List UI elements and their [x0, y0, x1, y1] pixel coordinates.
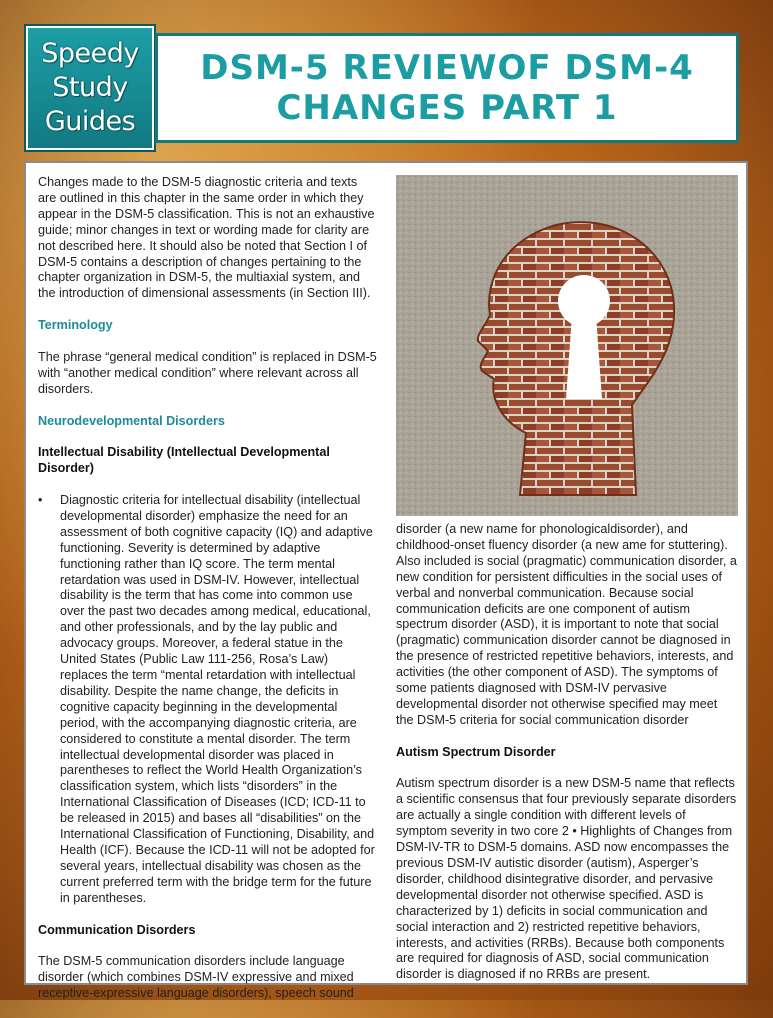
- communication-paragraph: The DSM-5 communication disorders include language disorder (which combines DSM-IV expressive and mixed receptive-expressive language disorders), speech sound: [38, 954, 354, 1001]
- autism-spectrum-paragraph: Autism spectrum disorder is a new DSM-5 name that reflects a scientific consensus that four previously separate disorders are actually a single condition with different levels of symptom severity in two core 2 • Highlights of Changes from DSM-IV-TR to DSM-5 domains. ASD now encompasses the previous DSM-IV autistic disorder (autism), Asperger’s disorder, childhood disintegrative disorder, and pervasive developmental disorder not otherwise specified. ASD is characterized by 1) deficits in social communication and social interaction and 2) restricted repetitive behaviors, interests, and activities (RRBs). Because both components are required for diagnosis of ASD, social communication disorder is diagnosed if no RRBs are present.: [396, 776, 737, 982]
- intro-paragraph: Changes made to the DSM-5 diagnostic criteria and texts are outlined in this chapter in the same order in which they appear in the DSM-5 classification. This is not an exhaustive guide; minor changes in text or wording made for clarity are not described here. It should also be noted that Section I of DSM-5 contains a description of changes pertaining to the chapter organization in DSM-5, the multiaxial system, and the introduction of dimensional assessments (in Section III).: [38, 175, 375, 301]
- communication-disorders-heading: Communication Disorders: [38, 922, 196, 937]
- logo-line-3: Guides: [44, 106, 136, 137]
- bullet-item: [38, 493, 378, 907]
- intellectual-disability-heading: Intellectual Disability (Intellectual Developmental Disorder): [38, 445, 330, 476]
- title-line-1: DSM-5 REVIEWOF DSM-4: [200, 48, 694, 88]
- neurodevelopmental-heading: Neurodevelopmental Disorders: [38, 413, 225, 428]
- logo-line-1: Speedy: [41, 38, 139, 69]
- page-title: [155, 33, 739, 143]
- brick-head-keyhole-icon: [396, 175, 738, 516]
- left-column: [38, 175, 378, 1018]
- title-line-2: CHANGES PART 1: [276, 88, 618, 128]
- terminology-heading: Terminology: [38, 318, 113, 333]
- logo-line-2: Study: [52, 72, 128, 103]
- right-column: [396, 522, 738, 999]
- terminology-paragraph: The phrase “general medical condition” is replaced in DSM-5 with “another medical condition” where relevant across all disorders.: [38, 349, 377, 396]
- bullet-text: Diagnostic criteria for intellectual disability (intellectual developmental disorder) emphasize the need for an assessment of both cognitive capacity (IQ) and adaptive functioning. Severity is determined by adaptive functioning rather than IQ score. The term mental retardation was used in DSM-IV. However, intellectual disability is the term that has come into common use over the past two decades among medical, educational, and other professionals, and by the lay public and advocacy groups. Moreover, a federal statue in the United States (Public Law 111-256, Rosa’s Law) replaces the term “mental retardation with intellectual disability. Despite the name change, the deficits in cognitive capacity beginning in the developmental period, with the accompanying diagnostic criteria, are considered to constitute a mental disorder. The term intellectual developmental disorder was placed in parentheses to reflect the World Health Organization’s classification system, which lists “disorders” in the International Classification of Diseases (ICD; ICD-11 to be released in 2015) and bases all “disabilities” on the International Classification of Functioning, Disability, and Health (ICF). Because the ICD-11 will not be adopted for several years, intellectual disability was chosen as the current preferred term with the bridge term for the future in parentheses.: [60, 493, 375, 905]
- speedy-study-guides-logo: [26, 26, 154, 150]
- communication-continued-paragraph: disorder (a new name for phonologicaldisorder), and childhood-onset fluency disorder (a new ame for stuttering). Also included is social (pragmatic) communication disorder, a new condition for persistent difficulties in the social uses of verbal and nonverbal communication. Because social communication deficits are one component of autism spectrum disorder (ASD), it is important to note that social (pragmatic) communication disorder cannot be diagnosed in the presence of restricted repetitive behaviors, interests, and activities (the other component of ASD). The symptoms of some patients diagnosed with DSM-IV pervasive developmental disorder not otherwise specified may meet the DSM-5 criteria for social communication disorder: [396, 522, 737, 727]
- autism-spectrum-heading: Autism Spectrum Disorder: [396, 744, 556, 759]
- brick-head-keyhole-image: [396, 175, 738, 516]
- bullet-mark: •: [38, 493, 43, 508]
- content-panel: [24, 161, 748, 1001]
